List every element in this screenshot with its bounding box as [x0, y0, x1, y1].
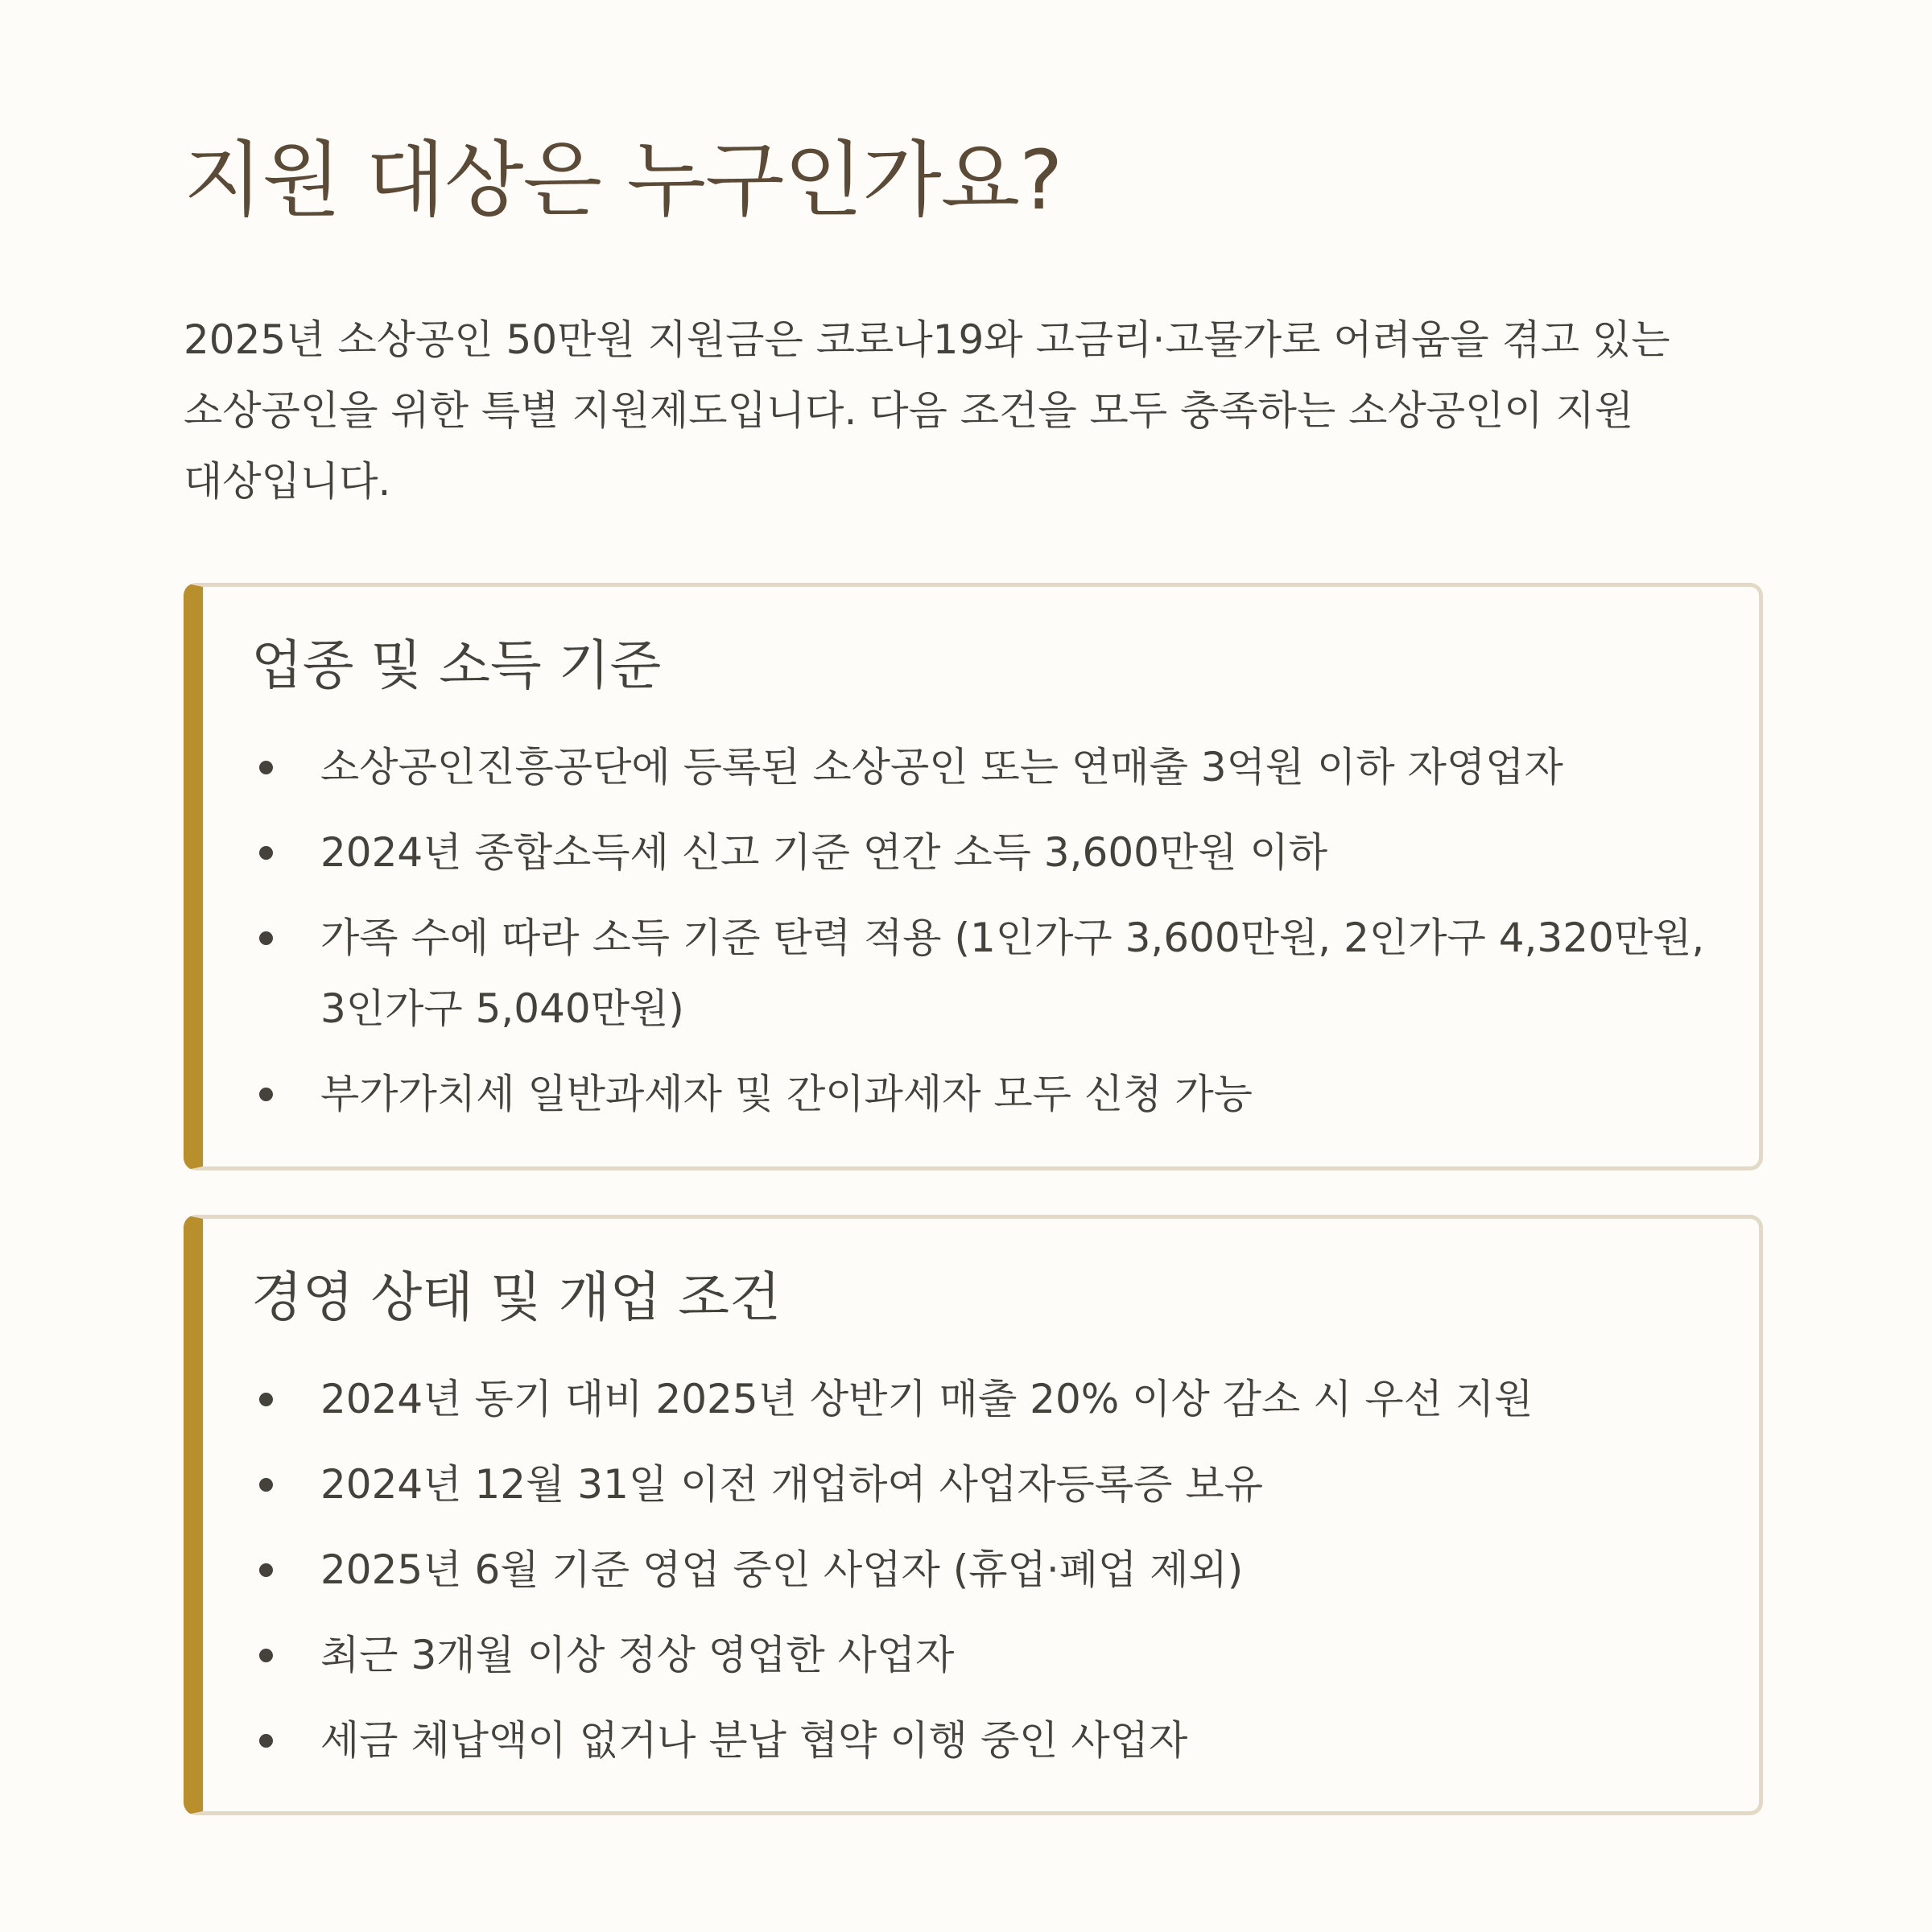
card-heading: 업종 및 소득 기준	[251, 634, 662, 696]
list-item-text: 2024년 종합소득세 신고 기준 연간 소득 3,600만원 이하	[320, 829, 1328, 876]
list-item	[251, 732, 1716, 803]
list-item	[251, 1364, 1716, 1435]
criteria-list	[251, 1364, 1716, 1790]
criteria-card-business	[184, 1215, 1763, 1815]
list-item	[251, 817, 1716, 888]
bullet-icon	[259, 846, 273, 860]
list-item-text: 최근 3개월 이상 정상 영업한 사업자	[320, 1632, 955, 1678]
list-item-text: 가족 수에 따라 소득 기준 탄력 적용 (1인가구 3,600만원, 2인가구 4,320만원, 3인가구 5,040만원)	[320, 914, 1705, 1032]
intro-paragraph: 2025년 소상공인 50만원 지원금은 코로나19와 고금리·고물가로 어려움을 겪고 있는 소상공인을 위한 특별 지원제도입니다. 다음 조건을 모두 충족하는 소상공인이 지원 대상입니다.	[184, 316, 1670, 505]
criteria-card-income	[184, 583, 1763, 1170]
list-item-text: 2025년 6월 기준 영업 중인 사업자 (휴업·폐업 제외)	[320, 1546, 1244, 1593]
bullet-icon	[259, 761, 273, 774]
list-item	[251, 1449, 1716, 1520]
list-item-text: 세금 체납액이 없거나 분납 협약 이행 중인 사업자	[320, 1717, 1188, 1764]
criteria-list	[251, 732, 1716, 1144]
page-title: 지원 대상은 누구인가요?	[184, 133, 1063, 229]
list-item	[251, 1705, 1716, 1776]
list-item	[251, 1534, 1716, 1605]
list-item	[251, 1620, 1716, 1690]
list-item	[251, 1059, 1716, 1129]
bullet-icon	[259, 1478, 273, 1492]
list-item-text: 2024년 동기 대비 2025년 상반기 매출 20% 이상 감소 시 우선 지원	[320, 1376, 1534, 1422]
list-item	[251, 902, 1716, 1044]
list-item-text: 2024년 12월 31일 이전 개업하여 사업자등록증 보유	[320, 1461, 1263, 1508]
bullet-icon	[259, 1393, 273, 1406]
page-content	[184, 121, 1763, 1764]
list-item-text: 부가가치세 일반과세자 및 간이과세자 모두 신청 가능	[320, 1071, 1253, 1117]
bullet-icon	[259, 1649, 273, 1662]
bullet-icon	[259, 1563, 273, 1577]
bullet-icon	[259, 931, 273, 945]
bullet-icon	[259, 1088, 273, 1101]
card-heading: 경영 상태 및 개업 조건	[251, 1266, 781, 1328]
list-item-text: 소상공인진흥공단에 등록된 소상공인 또는 연매출 3억원 이하 자영업자	[320, 744, 1563, 791]
bullet-icon	[259, 1734, 273, 1748]
